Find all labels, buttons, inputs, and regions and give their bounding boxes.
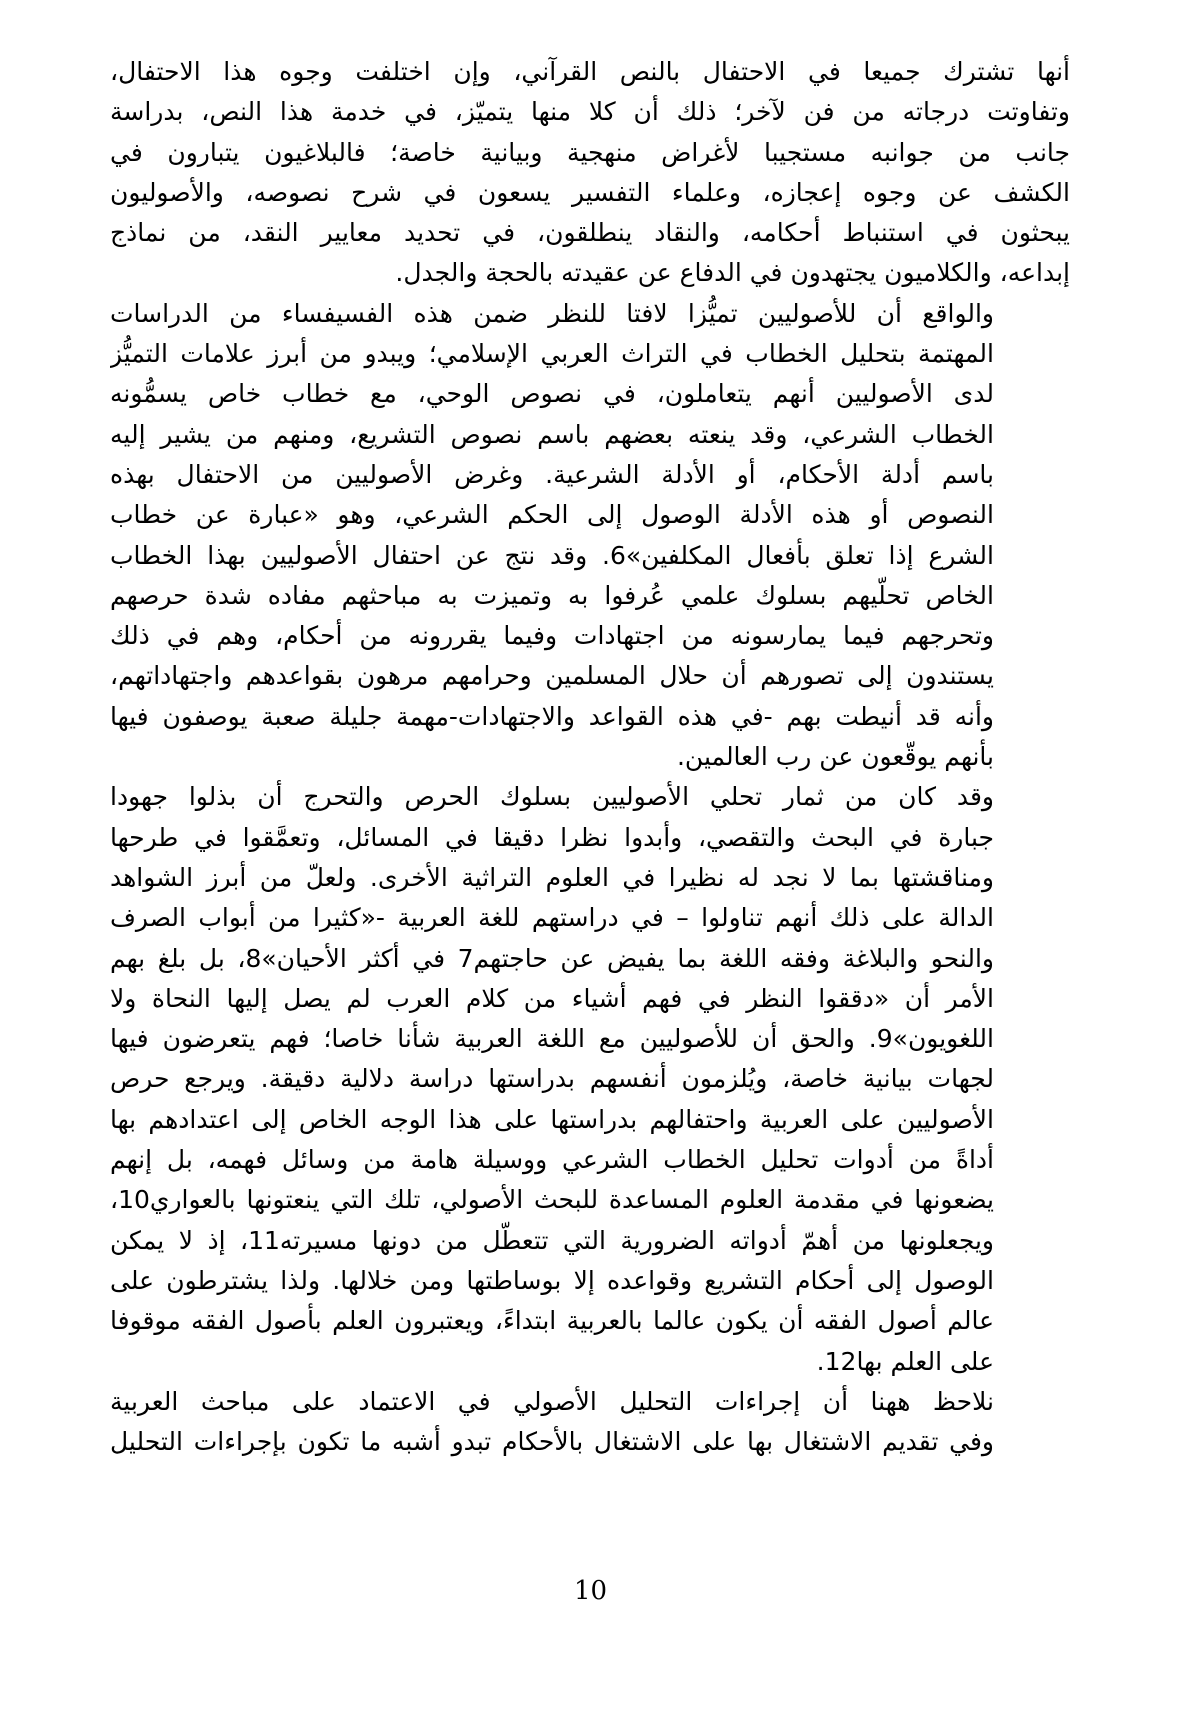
text-line: لجهات بيانية خاصة، ويُلزمون أنفسهم بدراستها دراسة دلالية دقيقة. ويرجع حرص [110, 1064, 994, 1094]
text-line: والواقع أن للأصوليين تميُّزا لافتا للنظر ضمن هذه الفسيفساء من الدراسات [110, 298, 994, 328]
text-line: الخاص تحلّيهم بسلوك علمي عُرفوا به وتميزت به مباحثهم مفاده شدة حرصهم [110, 580, 994, 610]
text-line: ومناقشتها بما لا نجد له نظيرا في العلوم التراثية الأخرى. ولعلّ من أبرز الشواهد [110, 862, 994, 892]
text-line: على العلم بها12. [816, 1346, 994, 1376]
text-line: وفي تقديم الاشتغال بها على الاشتغال بالأحكام تبدو أشبه ما تكون بإجراءات التحليل [110, 1427, 994, 1457]
text-line: اللغويون»9. والحق أن للأصوليين مع اللغة العربية شأنا خاصا؛ فهم يتعرضون فيها [110, 1024, 994, 1054]
text-line: الخطاب الشرعي، وقد ينعته بعضهم باسم نصوص التشريع، ومنهم من يشير إليه [110, 419, 994, 449]
paragraph-4 [110, 1382, 1070, 1463]
text-line: ويجعلونها من أهمّ أدواته الضرورية التي تتعطّل من دونها مسيرته11، إذ لا يمكن [110, 1225, 994, 1255]
text-line: يبحثون في استنباط أحكامه، والنقاد ينطلقون، في تحديد معايير النقد، من نماذج [110, 218, 1070, 248]
paragraph-1 [110, 52, 1070, 294]
text-line: الدالة على ذلك أنهم تناولوا – في دراستهم للغة العربية -«كثيرا من أبواب الصرف [110, 903, 994, 933]
text-line: أداةً من أدوات تحليل الخطاب الشرعي ووسيلة هامة من وسائل فهمه، بل إنهم [110, 1145, 994, 1175]
text-line: إبداعه، والكلاميون يجتهدون في الدفاع عن عقيدته بالحجة والجدل. [395, 258, 1070, 288]
text-line: الشرع إذا تعلق بأفعال المكلفين»6. وقد نتج عن احتفال الأصوليين بهذا الخطاب [110, 540, 994, 570]
text-line: النصوص أو هذه الأدلة الوصول إلى الحكم الشرعي، وهو «عبارة عن خطاب [110, 500, 994, 530]
text-line: نلاحظ ههنا أن إجراءات التحليل الأصولي في الاعتماد على مباحث العربية [110, 1386, 994, 1416]
text-line: الكشف عن وجوه إعجازه، وعلماء التفسير يسعون في شرح نصوصه، والأصوليون [110, 177, 1070, 207]
text-line: لدى الأصوليين أنهم يتعاملون، في نصوص الوحي، مع خطاب خاص يسمُّونه [110, 379, 994, 409]
text-line: الأصوليين على العربية واحتفالهم بدراستها على هذا الوجه الخاص إلى اعتدادهم بها [110, 1104, 994, 1134]
text-line: أنها تشترك جميعا في الاحتفال بالنص القرآني، وإن اختلفت وجوه هذا الاحتفال، [110, 57, 1070, 86]
document-body [110, 52, 1070, 1462]
text-line: وقد كان من ثمار تحلي الأصوليين بسلوك الحرص والتحرج أن بذلوا جهودا [110, 782, 994, 812]
paragraph-2 [110, 294, 1070, 778]
text-line: وأنه قد أنيطت بهم -في هذه القواعد والاجتهادات-مهمة جليلة صعبة يوصفون فيها [110, 701, 994, 731]
text-line: يستندون إلى تصورهم أن حلال المسلمين وحرامهم مرهون بقواعدهم واجتهاداتهم، [110, 661, 994, 691]
text-line: عالم أصول الفقه أن يكون عالما بالعربية ابتداءً، ويعتبرون العلم بأصول الفقه موقوفا [110, 1306, 994, 1336]
text-line: جانب من جوانبه مستجيبا لأغراض منهجية وبيانية خاصة؛ فالبلاغيون يتبارون في [110, 137, 1070, 167]
text-line: وتفاوتت درجاته من فن لآخر؛ ذلك أن كلا منها يتميّز، في خدمة هذا النص، بدراسة [110, 97, 1070, 127]
page-number: 10 [573, 1576, 608, 1606]
text-line: وتحرجهم فيما يمارسونه من اجتهادات وفيما يقررونه من أحكام، وهم في ذلك [110, 621, 994, 651]
text-line: جبارة في البحث والتقصي، وأبدوا نظرا دقيقا في المسائل، وتعمَّقوا في طرحها [110, 822, 994, 852]
paragraph-3 [110, 777, 1070, 1381]
text-line: الوصول إلى أحكام التشريع وقواعده إلا بوساطتها ومن خلالها. ولذا يشترطون على [110, 1265, 994, 1295]
text-line: والنحو والبلاغة وفقه اللغة بما يفيض عن حاجتهم7 في أكثر الأحيان»8، بل بلغ بهم [110, 943, 994, 973]
text-line: الأمر أن «دققوا النظر في فهم أشياء من كلام العرب لم يصل إليها النحاة ولا [110, 983, 994, 1013]
text-line: بأنهم يوقّعون عن رب العالمين. [676, 742, 994, 772]
text-line: المهتمة بتحليل الخطاب في التراث العربي الإسلامي؛ ويبدو من أبرز علامات التميُّز [110, 339, 994, 369]
text-line: يضعونها في مقدمة العلوم المساعدة للبحث الأصولي، تلك التي ينعتونها بالعواري10، [110, 1185, 994, 1215]
text-line: باسم أدلة الأحكام، أو الأدلة الشرعية. وغرض الأصوليين من الاحتفال بهذه [110, 459, 994, 489]
